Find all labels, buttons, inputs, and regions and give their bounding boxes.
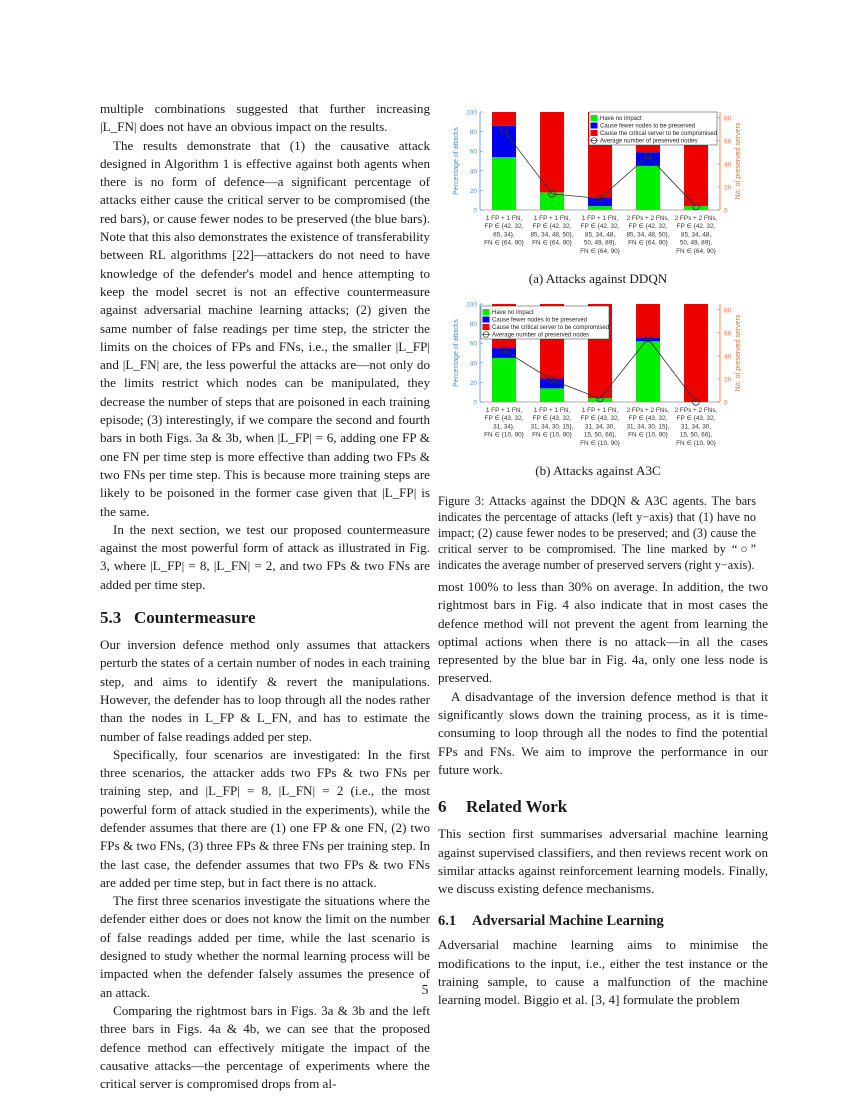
svg-text:2 FPs + 2 FNs,: 2 FPs + 2 FNs, (626, 407, 670, 414)
chart-ddqn (438, 105, 758, 270)
svg-text:1 FP + 1 FN,: 1 FP + 1 FN, (581, 407, 619, 414)
svg-text:Have no impact: Have no impact (600, 116, 642, 123)
section-title: Related Work (466, 797, 568, 817)
svg-text:FP ∈ {43, 32,: FP ∈ {43, 32, (628, 415, 668, 423)
svg-text:FN ∈ {64, 90}: FN ∈ {64, 90} (532, 239, 572, 247)
svg-text:No. of preserved servers: No. of preserved servers (735, 122, 742, 200)
svg-text:FP ∈ {43, 32,: FP ∈ {43, 32, (532, 415, 572, 423)
svg-text:20: 20 (469, 187, 477, 195)
svg-text:Average number of preserved no: Average number of preserved nodes (492, 332, 590, 339)
svg-text:FP ∈ {42, 32,: FP ∈ {42, 32, (628, 223, 668, 231)
chart-a3c (438, 297, 758, 462)
section-heading-6-1 (438, 912, 768, 930)
svg-text:Cause fewer nodes to be preser: Cause fewer nodes to be preserved (600, 123, 696, 130)
paragraph: This section first summarises adversarial machine learning against supervised classifiers, and then reviews recent work on similar attacks against reinforcement learning models. Finally, we discuss existing defence mechanisms. (438, 826, 768, 897)
svg-text:FP ∈ {42, 32,: FP ∈ {42, 32, (676, 223, 716, 231)
svg-text:20: 20 (724, 376, 732, 384)
paragraph: The results demonstrate that (1) the causative attack designed in Algorithm 1 is effective against both agents when there is no form of defence—a significant percentage of attacks either cause the critical server to be compromised (the red bars), or cause fewer nodes to be preserved (the blue bars). Note that this also demonstrates the existence of transferability between RL algorithms [22]—attackers do not need to have knowledge of the defender's model and hence attempting to keep the model secret is not an effective countermeasure against adversarial machine learning attacks; (2) given the same number of false readings per time step, the stricter the limits on the choices of FPs and FNs, i.e., the smaller |L_FP| and |L_FN| are, the less powerful the attacks are—not only do the limits restrict which nodes can be manipulated, they decrease the number of steps that are poisoned in each training episode; (3) interestingly, if we compare the second and fourth bars in both Figs. 3a & 3b, when |L_FP| = 6, adding one FP & one FN per time step is more effective than adding two FPs & two FNs per time step. This is because more training steps are likely to be poisoned in the former case given that |L_FP| is the same. (100, 137, 430, 519)
page-number: 5 (421, 982, 429, 997)
svg-text:0: 0 (473, 207, 477, 215)
paragraph: Comparing the rightmost bars in Figs. 3a & 3b and the left three bars in Figs. 4a & 4b, we can see that the proposed defence method can effectively mitigate the impact of the causative attacks—the percentage of experiments where the critical server is compromised drops from al- (100, 1002, 430, 1092)
svg-text:31, 34, 30, 15},: 31, 34, 30, 15}, (530, 423, 574, 431)
svg-text:80: 80 (469, 129, 477, 137)
paragraph: In the next section, we test our proposed countermeasure against the most powerful form of attack as illustrated in Fig. 3, where |L_FP| = 8, |L_FN| = 2, and two FPs & two FNs are added per time step. (100, 521, 430, 592)
svg-text:Percentage of attacks: Percentage of attacks (453, 127, 460, 195)
svg-text:FN ∈ {10, 90}: FN ∈ {10, 90} (484, 431, 524, 439)
figure-3 (438, 105, 758, 573)
section-heading-6 (438, 797, 768, 817)
svg-text:Percentage of attacks: Percentage of attacks (453, 319, 460, 387)
svg-text:60: 60 (469, 148, 477, 156)
svg-text:31, 34, 30,: 31, 34, 30, (584, 423, 616, 431)
svg-text:40: 40 (469, 168, 477, 176)
svg-text:FN ∈ {64, 90}: FN ∈ {64, 90} (484, 239, 524, 247)
paragraph: multiple combinations suggested that further increasing |L_FN| does not have an obvious impact on the results. (100, 101, 430, 135)
svg-text:FN ∈ {10, 90}: FN ∈ {10, 90} (676, 439, 716, 447)
svg-text:Cause the critical server to b: Cause the critical server to be compromised (492, 325, 610, 332)
paragraph: Specifically, four scenarios are investigated: In the first three scenarios, the attacker adds two FPs & two FNs per training step, and |L_FP| = 8, |L_FN| = 2 (i.e., the most powerful form of attack studied in the experiments), while the defender assumes that there are (1) one FP & one FN, (2) two FPs & two FNs, (3) three FPs & three FNs per training step. In the last case, the defender assumes that two FPs & two FNs are added per time step, but in fact there is no attack. (100, 746, 430, 890)
svg-text:85, 34, 48,: 85, 34, 48, (584, 231, 616, 239)
svg-text:1 FP + 1 FN,: 1 FP + 1 FN, (581, 215, 619, 222)
svg-text:60: 60 (724, 330, 732, 338)
svg-text:FP ∈ {42, 32,: FP ∈ {42, 32, (484, 223, 524, 231)
svg-text:50, 49, 89},: 50, 49, 89}, (583, 239, 617, 247)
subcaption-a: (a) Attacks against DDQN (528, 271, 668, 286)
section-title: Countermeasure (134, 608, 256, 628)
svg-text:Cause the critical server to b: Cause the critical server to be compromised (600, 131, 718, 138)
svg-text:1 FP + 1 FN,: 1 FP + 1 FN, (533, 215, 571, 222)
svg-text:0: 0 (724, 207, 728, 215)
svg-text:50, 49, 89},: 50, 49, 89}, (679, 239, 713, 247)
svg-text:60: 60 (724, 138, 732, 146)
svg-text:FP ∈ {42, 32,: FP ∈ {42, 32, (580, 223, 620, 231)
svg-text:31, 34, 30, 15},: 31, 34, 30, 15}, (626, 423, 670, 431)
svg-text:Have no impact: Have no impact (492, 310, 534, 317)
right-column (438, 578, 768, 1010)
svg-text:1 FP + 1 FN,: 1 FP + 1 FN, (533, 407, 571, 414)
svg-text:0: 0 (724, 399, 728, 407)
section-heading-5-3 (100, 608, 430, 628)
svg-text:31, 34, 30,: 31, 34, 30, (680, 423, 712, 431)
svg-text:FN ∈ {64, 90}: FN ∈ {64, 90} (580, 247, 620, 255)
section-number: 6 (438, 797, 447, 817)
paragraph: most 100% to less than 30% on average. In addition, the two rightmost bars in Fig. 4 also indicate that in most cases the defence method will not prevent the agent from learning the optimal actions when there is no attack—in all the cases represented by the blue bar in Fig. 4a, only one less node is preserved. (438, 579, 768, 686)
svg-text:85, 34, 48, 50},: 85, 34, 48, 50}, (530, 231, 574, 239)
paragraph: A disadvantage of the inversion defence method is that it significantly slows down the training process, as it is time-consuming to loop through all the nodes to find the potential FPs and FNs. We aim to improve the performance in our future work. (438, 688, 768, 777)
section-number: 6.1 (438, 913, 457, 930)
svg-text:20: 20 (469, 379, 477, 387)
svg-text:FN ∈ {64, 90}: FN ∈ {64, 90} (676, 247, 716, 255)
svg-text:FN ∈ {10, 90}: FN ∈ {10, 90} (532, 431, 572, 439)
svg-text:2 FPs + 2 FNs,: 2 FPs + 2 FNs, (674, 407, 718, 414)
svg-text:0: 0 (473, 399, 477, 407)
svg-text:100: 100 (466, 109, 477, 117)
svg-text:20: 20 (724, 184, 732, 192)
svg-text:No. of preserved servers: No. of preserved servers (735, 314, 742, 392)
svg-text:80: 80 (724, 115, 732, 123)
svg-text:40: 40 (469, 360, 477, 368)
svg-text:80: 80 (469, 321, 477, 329)
svg-text:31, 34},: 31, 34}, (493, 423, 515, 431)
svg-text:1 FP + 1 FN,: 1 FP + 1 FN, (485, 407, 523, 414)
svg-text:80: 80 (724, 307, 732, 315)
svg-text:FN ∈ {64, 90}: FN ∈ {64, 90} (628, 239, 668, 247)
svg-text:FN ∈ {10, 90}: FN ∈ {10, 90} (580, 439, 620, 447)
paragraph: The first three scenarios investigate the situations where the defender either does or does not know the limit on the number of false readings added per time, while the last scenario is designed to study whether the normal learning process will be impacted when the defender falsely assumes the presence of an attack. (100, 893, 430, 1000)
svg-text:85, 34, 48, 50},: 85, 34, 48, 50}, (626, 231, 670, 239)
svg-text:2 FPs + 2 FNs,: 2 FPs + 2 FNs, (626, 215, 670, 222)
svg-text:Average number of preserved no: Average number of preserved nodes (600, 138, 698, 145)
svg-text:15, 50, 66},: 15, 50, 66}, (583, 431, 617, 439)
figure-caption: Figure 3: Attacks against the DDQN & A3C agents. The bars indicates the percentage of attacks (left y−axis) that (1) have no impact; (2) cause fewer nodes to be preserved; and (3) cause the critical server to be compromised. The line marked by “○” indicates the average number of preserved servers (right y−axis). (438, 494, 756, 572)
subcaption-b: (b) Attacks against A3C (535, 463, 661, 478)
svg-text:85, 34, 48,: 85, 34, 48, (680, 231, 712, 239)
svg-text:85, 34},: 85, 34}, (493, 231, 515, 239)
svg-text:FP ∈ {42, 32,: FP ∈ {42, 32, (532, 223, 572, 231)
paragraph: Our inversion defence method only assumes that attackers perturb the states of a certain number of nodes in each training step, and aims to identify & revert the manipulations. However, the defender has to loop through all the nodes rather than the nodes in L_FP & L_FN, and has to estimate the number of false readings added per step. (100, 637, 430, 744)
svg-text:FP ∈ {43, 32,: FP ∈ {43, 32, (580, 415, 620, 423)
svg-text:1 FP + 1 FN,: 1 FP + 1 FN, (485, 215, 523, 222)
svg-text:15, 50, 66},: 15, 50, 66}, (679, 431, 713, 439)
svg-text:FP ∈ {43, 32,: FP ∈ {43, 32, (676, 415, 716, 423)
svg-text:2 FPs + 2 FNs,: 2 FPs + 2 FNs, (674, 215, 718, 222)
svg-text:FN ∈ {10, 90}: FN ∈ {10, 90} (628, 431, 668, 439)
section-number: 5.3 (100, 608, 122, 628)
svg-text:FP ∈ {43, 32,: FP ∈ {43, 32, (484, 415, 524, 423)
paragraph: Adversarial machine learning aims to minimise the modifications to the input, i.e., either the test instance or the training sample, to cause a malfunction of the machine learning model. Biggio et al. [3, 4] formulate the problem (438, 937, 768, 1008)
section-title: Adversarial Machine Learning (472, 913, 664, 930)
svg-text:100: 100 (466, 301, 477, 309)
svg-text:Cause fewer nodes to be preser: Cause fewer nodes to be preserved (492, 317, 588, 324)
svg-text:60: 60 (469, 340, 477, 348)
svg-text:40: 40 (724, 161, 732, 169)
left-column (100, 100, 430, 1093)
svg-text:40: 40 (724, 353, 732, 361)
